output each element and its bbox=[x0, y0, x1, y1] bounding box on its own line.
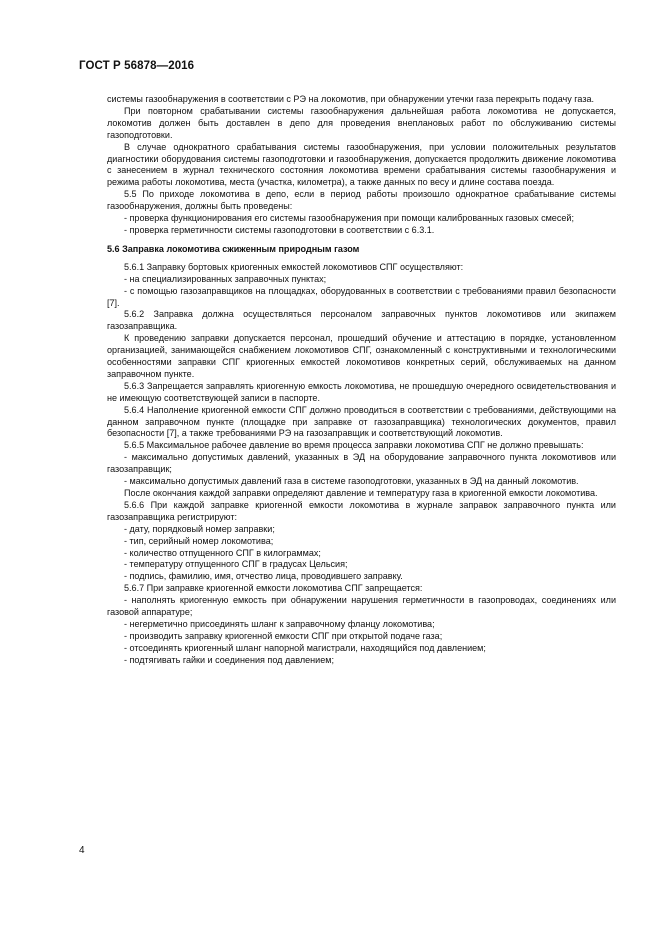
list-item: - максимально допустимых давлений газа в системе газоподготовки, указанных в ЭД на данный локомотив. bbox=[124, 476, 579, 487]
list-item: - на специализированных заправочных пунктах; bbox=[124, 273, 327, 284]
list-item: - наполнять криогенную емкость при обнаружении нарушения герметичности в газопроводах, соединениях или газовой аппаратуре; bbox=[107, 595, 616, 618]
paragraph: В случае однократного срабатывания системы газообнаружения, при условии положительных результатов диагностики оборудования системы газоподготовки и газообнаружения, допускается продолжить движение локомотива с занесением в журнал технического состояния локомотива времени срабатывания системы газообнаружения и режима работы локомотива, места (участка, километра), а также данных по весу и длине состава поезда. bbox=[107, 141, 616, 188]
paragraph: 5.6.5 Максимальное рабочее давление во время процесса заправки локомотива СПГ не должно превышать: bbox=[124, 440, 584, 451]
document-body bbox=[107, 94, 616, 667]
paragraph: 5.6.2 Заправка должна осуществляться персоналом заправочных пунктов локомотивов или экипажем газозаправщика. bbox=[107, 309, 616, 332]
paragraph: К проведению заправки допускается персонал, прошедший обучение и аттестацию в порядке, установленном организацией, занимающейся снабжением локомотивов СПГ, ознакомленный с конструктивными и технологическими особенностями заправки СПГ криогенных емкостей локомотивов конкретных серий, обслуживаемых на данном заправочном пункте. bbox=[107, 333, 616, 379]
section-heading: 5.6 Заправка локомотива сжиженным природным газом bbox=[107, 243, 360, 254]
paragraph: При повторном срабатывании системы газообнаружения дальнейшая работа локомотива не допускается, локомотив должен быть доставлен в депо для проведения внеплановых работ по обслуживанию системы газоподготовки. bbox=[107, 105, 616, 140]
list-item: - дату, порядковый номер заправки; bbox=[124, 523, 275, 534]
paragraph: 5.6.1 Заправку бортовых криогенных емкостей локомотивов СПГ осуществляют: bbox=[124, 261, 464, 272]
paragraph: После окончания каждой заправки определяют давление и температуру газа в криогенной емкости локомотива. bbox=[124, 488, 598, 498]
paragraph: 5.6.3 Запрещается заправлять криогенную емкость локомотива, не прошедшую очередного освидетельствования и не имеющую соответствующей записи в паспорте. bbox=[107, 380, 616, 403]
list-item: - проверка герметичности системы газоподготовки в соответствии с 6.3.1. bbox=[124, 224, 435, 235]
paragraph: 5.6.7 При заправке криогенной емкости локомотива СПГ запрещается: bbox=[124, 583, 423, 594]
list-item: - негерметично присоединять шланг к заправочному фланцу локомотива; bbox=[124, 618, 435, 629]
page-number: 4 bbox=[79, 845, 85, 856]
list-item: - подпись, фамилию, имя, отчество лица, проводившего заправку. bbox=[124, 571, 403, 582]
paragraph: 5.6.4 Наполнение криогенной емкости СПГ должно проводиться в соответствии с требованиями, действующими на данном заправочном пункте (площадке при заправке от газозаправщика) технологических документов, правил безопасности [7], а также требованиями РЭ на газозаправщик и соответствующий локомотив. bbox=[107, 404, 616, 439]
list-item: - тип, серийный номер локомотива; bbox=[124, 535, 274, 546]
document-header: ГОСТ Р 56878—2016 bbox=[79, 60, 195, 72]
list-item: - проверка функционирования его системы газообнаружения при помощи калиброванных газовых смесей; bbox=[124, 213, 574, 224]
list-item: - производить заправку криогенной емкости СПГ при открытой подаче газа; bbox=[124, 630, 443, 641]
paragraph: системы газообнаружения в соответствии с РЭ на локомотив, при обнаружении утечки газа перекрыть подачу газа. bbox=[107, 94, 595, 104]
list-item: - с помощью газозаправщиков на площадках, оборудованных в соответствии с требованиями правил безопасности [7]. bbox=[107, 285, 616, 308]
paragraph: 5.5 По приходе локомотива в депо, если в период работы произошло однократное срабатывание системы газообнаружения, должны быть проведены: bbox=[107, 189, 616, 212]
list-item: - отсоединять криогенный шланг напорной магистрали, находящийся под давлением; bbox=[124, 642, 486, 653]
list-item: - температуру отпущенного СПГ в градусах Цельсия; bbox=[124, 559, 348, 570]
list-item: - количество отпущенного СПГ в килограммах; bbox=[124, 547, 321, 558]
list-item: - максимально допустимых давлений, указанных в ЭД на оборудование заправочного пункта локомотивов или газозаправщик; bbox=[107, 452, 616, 475]
list-item: - подтягивать гайки и соединения под давлением; bbox=[124, 654, 334, 665]
paragraph: 5.6.6 При каждой заправке криогенной емкости локомотива в журнале заправок заправочного пункта или газозаправщика регистрируют: bbox=[107, 499, 616, 522]
